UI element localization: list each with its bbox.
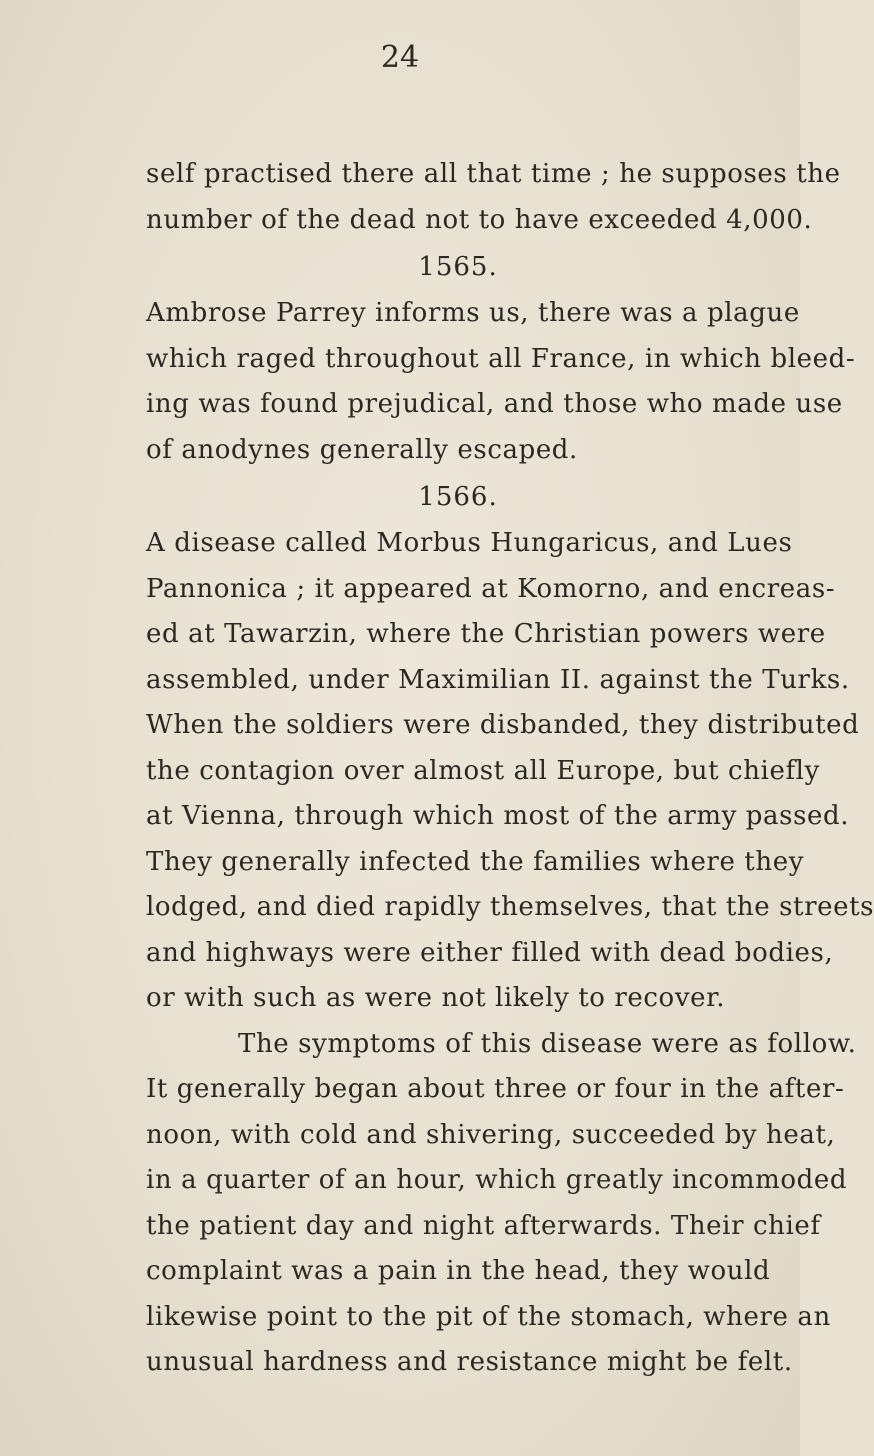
text-line: ed at Tawarzin, where the Christian powers were xyxy=(146,619,826,649)
body-text xyxy=(146,152,874,1386)
paragraph-ambrose-parrey xyxy=(146,291,856,473)
text-line: They generally infected the families where they xyxy=(146,846,804,877)
text-line: unusual hardness and resistance might be felt. xyxy=(146,1347,793,1377)
text-line: Ambrose Parrey informs us, there was a plague xyxy=(146,298,800,328)
text-line: lodged, and died rapidly themselves, that the streets xyxy=(146,892,874,922)
text-line: Pannonica ; it appeared at Komorno, and encreas- xyxy=(146,573,836,604)
text-line: likewise point to the pit of the stomach, where an xyxy=(146,1301,831,1332)
paragraph-continued xyxy=(146,152,841,243)
text-line: A disease called Morbus Hungaricus, and Lues xyxy=(146,528,793,558)
text-line: self practised there all that time ; he supposes the xyxy=(146,159,841,189)
year-heading-1566: 1566. xyxy=(418,482,498,512)
text-line: which raged throughout all France, in which bleed- xyxy=(146,343,856,374)
text-line: in a quarter of an hour, which greatly incommoded xyxy=(146,1165,848,1195)
text-line: number of the dead not to have exceeded 4,000. xyxy=(146,204,813,235)
year-heading-1565: 1565. xyxy=(418,252,498,282)
text-line: noon, with cold and shivering, succeeded by heat, xyxy=(146,1119,836,1150)
page-number: 24 xyxy=(380,40,420,75)
text-line: of anodynes generally escaped. xyxy=(146,434,578,465)
paragraph-morbus-hungaricus xyxy=(146,521,874,1022)
paragraph-symptoms xyxy=(146,1022,857,1386)
text-line: When the soldiers were disbanded, they distributed xyxy=(146,710,860,740)
text-line: The symptoms of this disease were as follow. xyxy=(238,1028,857,1059)
text-line: or with such as were not likely to recover. xyxy=(146,983,726,1013)
text-line: complaint was a pain in the head, they would xyxy=(146,1256,771,1286)
text-line: ing was found prejudical, and those who made use xyxy=(146,389,843,419)
text-line: and highways were either filled with dead bodies, xyxy=(146,937,834,968)
text-line: the contagion over almost all Europe, but chiefly xyxy=(146,755,820,786)
text-line: It generally began about three or four in the after- xyxy=(146,1074,845,1104)
text-line: the patient day and night afterwards. Their chief xyxy=(146,1210,821,1241)
text-line: at Vienna, through which most of the army passed. xyxy=(146,801,850,831)
text-line: assembled, under Maximilian II. against the Turks. xyxy=(146,664,850,695)
